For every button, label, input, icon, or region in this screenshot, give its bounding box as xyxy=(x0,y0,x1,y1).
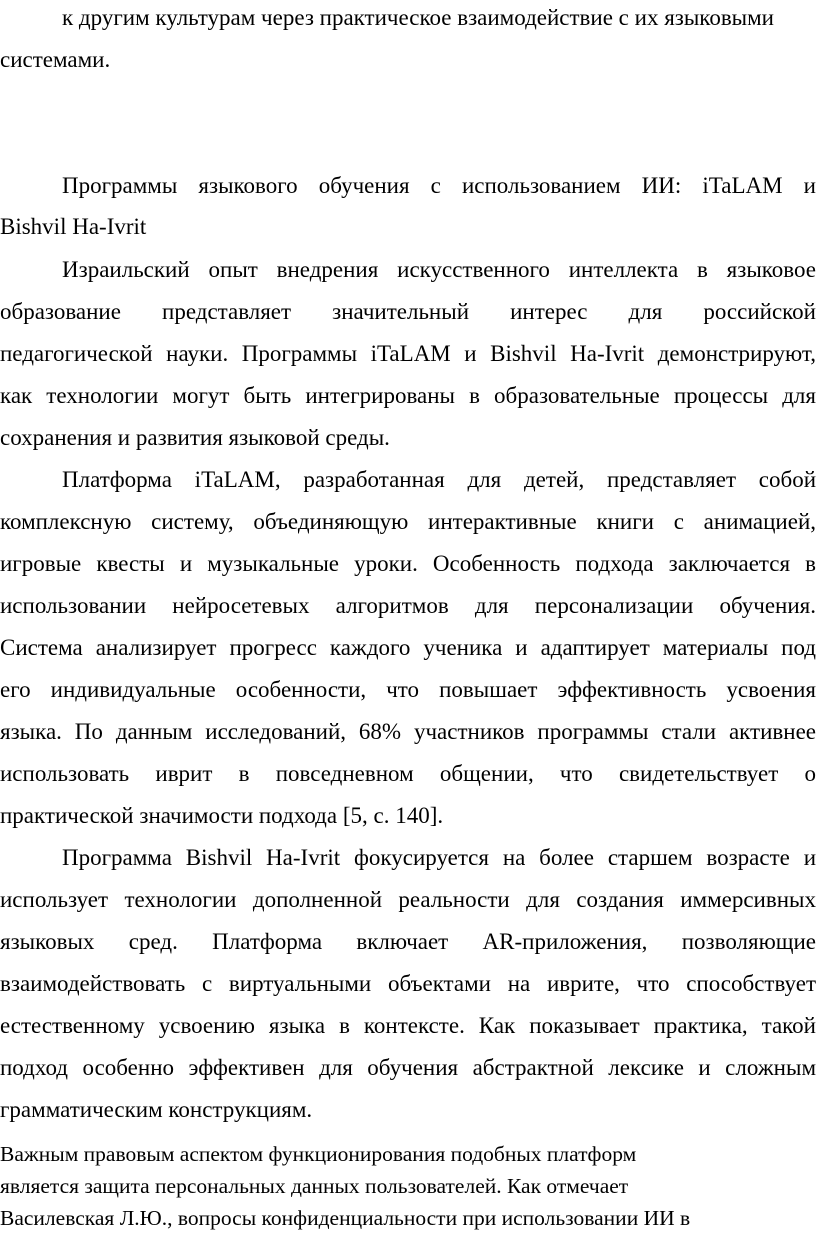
paragraph-line: игровые квесты и музыкальные уроки. Особенность подхода заключается в xyxy=(0,551,816,576)
paragraph-line: естественному усвоению языка в контексте. Как показывает практика, такой xyxy=(0,1013,816,1038)
paragraph-line: является защита персональных данных пользователей. Как отмечает xyxy=(0,1174,629,1198)
paragraph-line: Программа Bishvil Ha-Ivrit фокусируется на более старшем возрасте и xyxy=(62,845,816,870)
paragraph-line: грамматическим конструкциям. xyxy=(0,1097,313,1122)
paragraph-line: Платформа iTaLAM, разработанная для детей, представляет собой xyxy=(62,467,816,492)
paragraph-line: как технологии могут быть интегрированы в образовательные процессы для xyxy=(0,383,816,408)
paragraph-line: его индивидуальные особенности, что повышает эффективность усвоения xyxy=(0,677,816,702)
paragraph-line: языка. По данным исследований, 68% участников программы стали активнее xyxy=(0,719,816,744)
paragraph-line: Важным правовым аспектом функционирования подобных платформ xyxy=(0,1142,637,1166)
paragraph-line: взаимодействовать с виртуальными объектами на иврите, что способствует xyxy=(0,971,816,996)
paragraph-line: сохранения и развития языковой среды. xyxy=(0,425,390,450)
paragraph-line: педагогической науки. Программы iTaLAM и Bishvil Ha-Ivrit демонстрируют, xyxy=(0,341,816,366)
paragraph-line: Василевская Л.Ю., вопросы конфиденциальности при использовании ИИ в xyxy=(0,1206,691,1230)
paragraph-line: комплексную систему, объединяющую интерактивные книги с анимацией, xyxy=(0,509,816,534)
paragraph-continuation-line: системами. xyxy=(0,47,111,72)
section-heading-line: Bishvil Ha-Ivrit xyxy=(0,214,147,239)
paragraph-line: Система анализирует прогресс каждого ученика и адаптирует материалы под xyxy=(0,635,816,660)
paragraph-line: языковых сред. Платформа включает AR-приложения, позволяющие xyxy=(0,929,816,954)
paragraph-line: образование представляет значительный интерес для российской xyxy=(0,299,816,324)
paragraph-line: использовать иврит в повседневном общении, что свидетельствует о xyxy=(0,761,816,786)
paragraph-line: Израильский опыт внедрения искусственного интеллекта в языковое xyxy=(62,257,816,282)
paragraph-continuation-line: к другим культурам через практическое взаимодействие с их языковыми xyxy=(62,5,774,30)
paragraph-line: подход особенно эффективен для обучения абстрактной лексике и сложным xyxy=(0,1055,816,1080)
paragraph-line: использует технологии дополненной реальности для создания иммерсивных xyxy=(0,887,816,912)
paragraph-line: практической значимости подхода [5, с. 140]. xyxy=(0,803,444,828)
section-heading-line: Программы языкового обучения с использованием ИИ: iTaLAM и xyxy=(62,173,816,198)
paragraph-line: использовании нейросетевых алгоритмов для персонализации обучения. xyxy=(0,593,816,618)
